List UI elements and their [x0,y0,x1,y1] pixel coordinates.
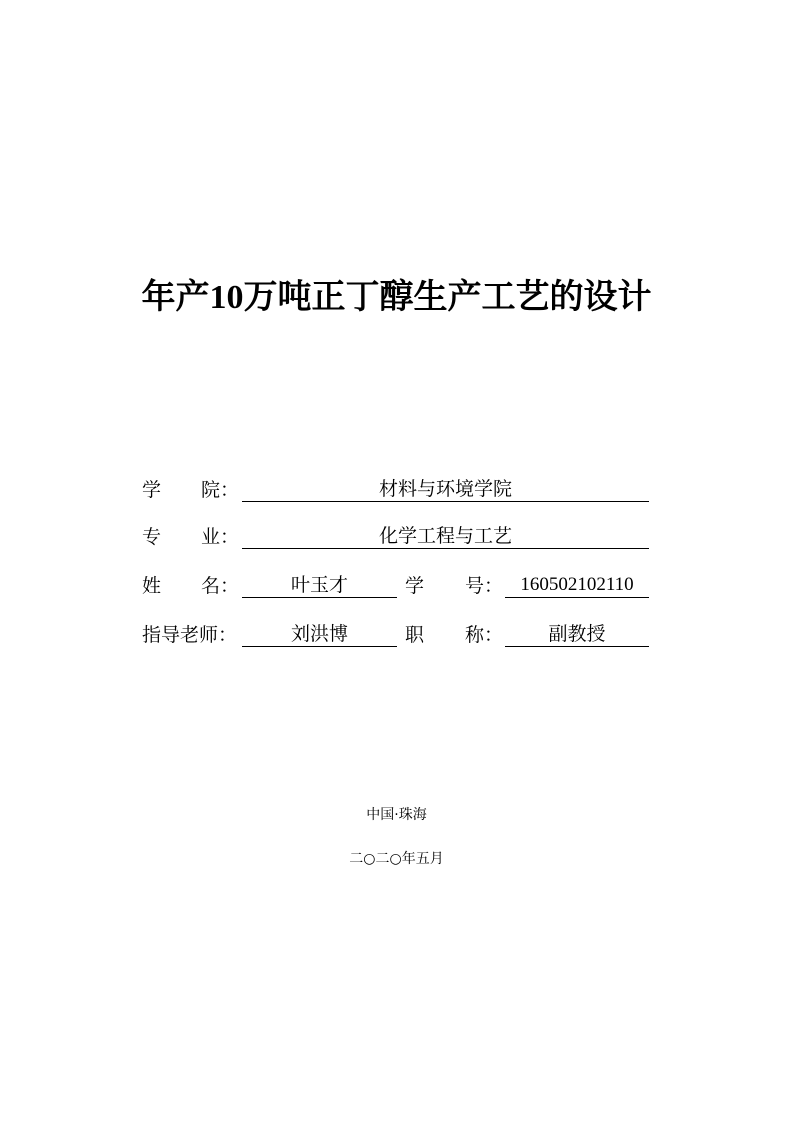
college-label-char1: 学 [142,479,162,501]
name-label-char2: 名： [201,575,240,597]
thesis-title-part2: 万吨正丁醇生产工艺的设计 [243,277,652,317]
advisor-title-value: 副教授 [505,622,649,647]
advisor-value: 刘洪博 [242,622,397,647]
college-label-char2: 院： [201,479,240,501]
thesis-title-number: 10 [209,279,244,316]
advisor-title-label-char2: 称： [465,624,504,646]
college-value: 材料与环境学院 [242,477,649,502]
thesis-title [0,272,793,323]
advisor-title-label-char1: 职 [405,624,425,646]
student-id-label-char1: 学 [405,575,425,597]
advisor-label: 指导老师： [142,624,238,646]
location-line: 中国·珠海 [366,807,427,823]
student-id-value: 160502102110 [505,573,649,598]
student-name-value: 叶玉才 [242,573,397,598]
student-id-label-char2: 号： [465,575,504,597]
major-label-char1: 专 [142,526,162,548]
major-value: 化学工程与工艺 [242,524,649,549]
name-label-char1: 姓 [142,575,162,597]
major-label-char2: 业： [201,526,240,548]
thesis-title-part1: 年产 [141,277,210,317]
date-line: 二○二○年五月 [349,851,444,867]
